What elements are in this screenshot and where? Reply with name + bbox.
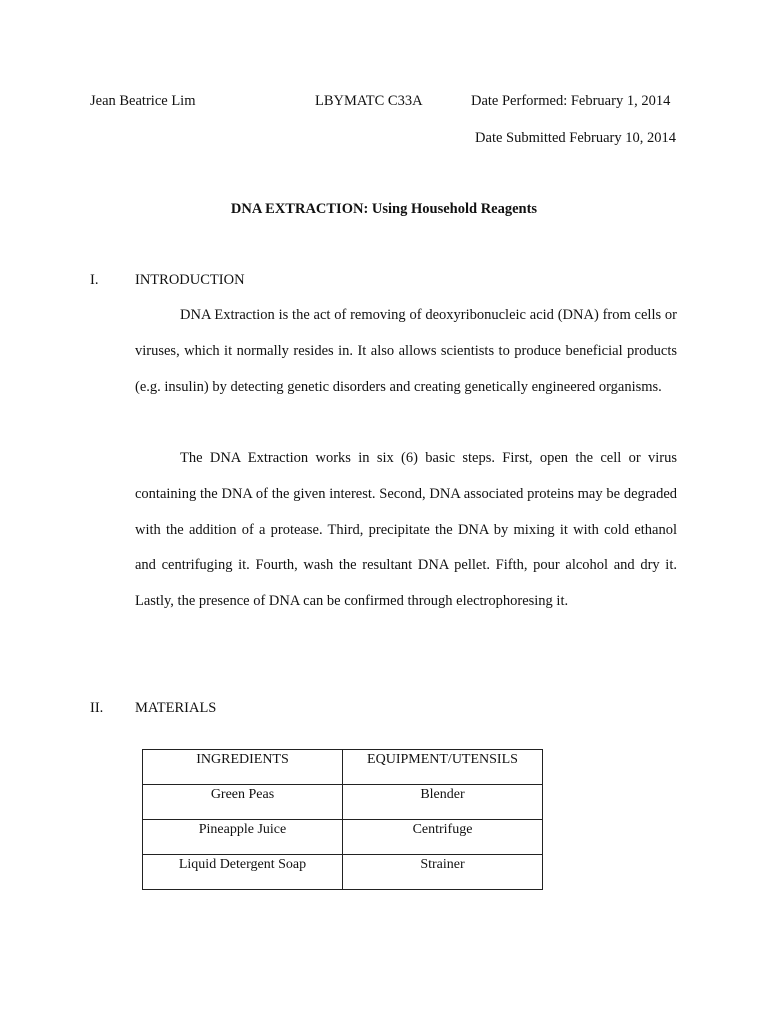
table-header-row: [143, 750, 543, 785]
course-code: LBYMATC C33A: [315, 93, 423, 109]
author-name: Jean Beatrice Lim: [90, 93, 196, 109]
table-row: [143, 855, 543, 890]
table-cell: Pineapple Juice: [143, 820, 343, 855]
date-performed: Date Performed: February 1, 2014: [471, 93, 671, 109]
table-cell: Strainer: [343, 855, 543, 890]
table-row: [143, 820, 543, 855]
section-number: I.: [90, 272, 99, 288]
column-header-ingredients: INGREDIENTS: [143, 750, 343, 785]
table-cell: Centrifuge: [343, 820, 543, 855]
date-submitted: Date Submitted February 10, 2014: [475, 130, 676, 146]
intro-paragraph-1: DNA Extraction is the act of removing of deoxyribonucleic acid (DNA) from cells or viruses, which it normally resides in. It also allows scientists to produce beneficial products (e.g. insulin) by detecting genetic disorders and creating genetically engineered organisms.: [135, 307, 677, 395]
table-row: [143, 785, 543, 820]
table-cell: Blender: [343, 785, 543, 820]
document-title: DNA EXTRACTION: Using Household Reagents: [230, 201, 538, 217]
section-heading-materials: MATERIALS: [135, 700, 217, 716]
table-cell: Liquid Detergent Soap: [143, 855, 343, 890]
intro-paragraph-2: The DNA Extraction works in six (6) basic steps. First, open the cell or virus containing the DNA of the given interest. Second, DNA associated proteins may be degraded with the addition of a protease. Third, precipitate the DNA by mixing it with cold ethanol and centrifuging it. Fourth, wash the resultant DNA pellet. Fifth, pour alcohol and dry it. Lastly, the presence of DNA can be confirmed through electrophoresing it.: [135, 450, 677, 610]
table-cell: Green Peas: [143, 785, 343, 820]
column-header-equipment: EQUIPMENT/UTENSILS: [343, 750, 543, 785]
section-heading-introduction: INTRODUCTION: [135, 272, 245, 288]
materials-table: [142, 749, 543, 890]
section-number: II.: [90, 700, 104, 716]
